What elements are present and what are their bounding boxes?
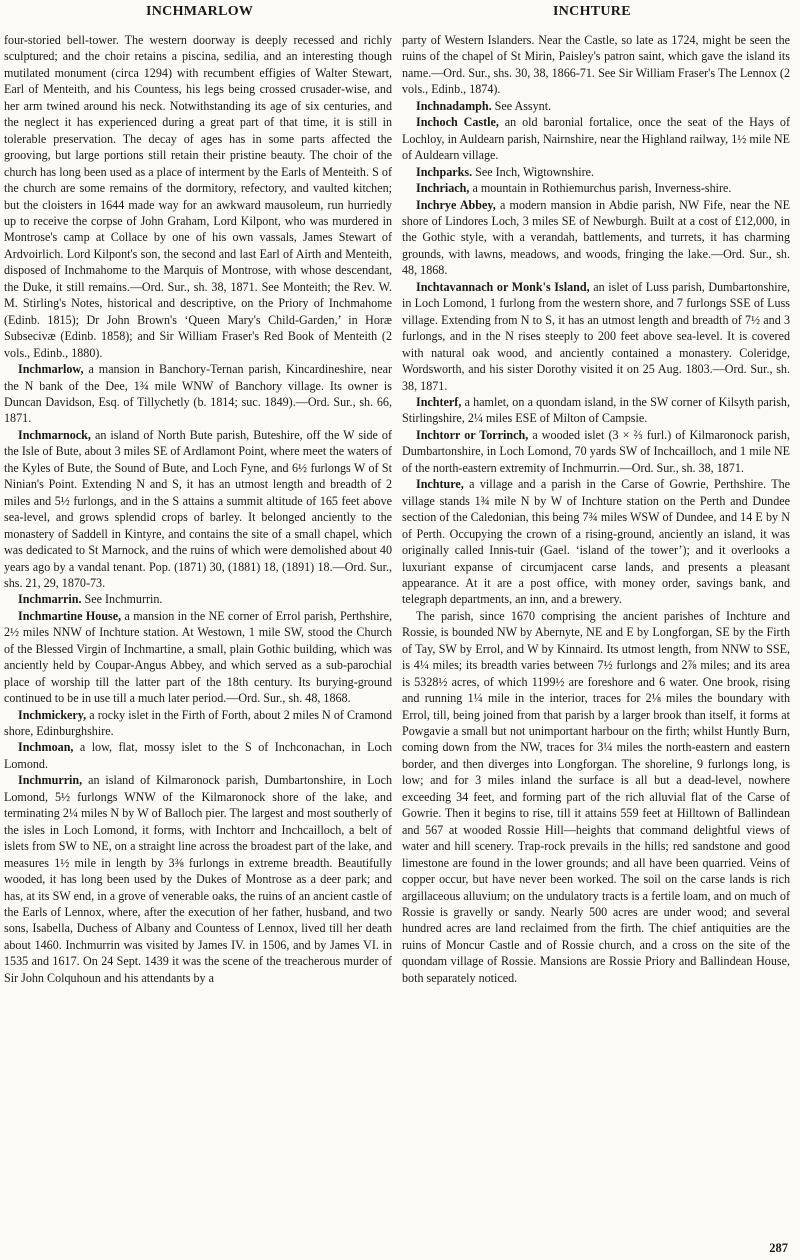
entry-headword: Inchmarlow,: [18, 362, 84, 377]
entry-text: a mansion in the NE corner of Errol parish, Perthshire, 2½ miles NNW of Inchture station. At Westown, 1 mile SW, stood the Church of the Blessed Virgin of Inchmartine, a small, plain Gothic building, which was anciently held by Coupar-Angus Abbey, and which served as a sub-parochial place of worship till the latter part of the 18th century. Its burying-ground continued to be in use till a much later period.—Ord. Sur., sh. 48, 1868.: [4, 608, 392, 706]
entry-continuation: [402, 32, 790, 98]
entry-text: an island of Kilmaronock parish, Dumbartonshire, in Loch Lomond, 5½ furlongs WNW of the Kilmaronock shore of the lake, and terminating 2¼ miles N by W of Balloch pier. The largest and most southerly of the isles in Loch Lomond, it forms, with Inchtorr and Inchcailloch, a belt of islets from SW to NE, on a straight line across the broadest part of the lake, and measures 1½ mile in length by 3⅜ furlongs in extreme breadth. Beautifully wooded, it has long been used by the Dukes of Montrose as a deer park; and has, at its SW end, in a grove of venerable oaks, the ruins of an ancient castle of the Earls of Lennox, where, after the execution of her father, husband, and two sons, Isabella, Duchess of Albany and Countess of Lennox, lived till her death about 1460. Inchmurrin was visited by James IV. in 1506, and by James VI. in 1535 and 1617. On 24 Sept. 1439 it was the scene of the treacherous murder of Sir John Colquhoun and his attendants by a: [4, 773, 392, 985]
entry-headword: Inchmarnock,: [18, 427, 91, 442]
entry-text: The parish, since 1670 comprising the ancient parishes of Inchture and Rossie, is bounded NW by Abernyte, NE and E by Longforgan, SE by the Firth of Tay, SW by Errol, and W by Kinnaird. Its utmost length, from NNW to SSE, is 4¼ miles; its breadth varies between 7½ furlongs and 2⅞ miles; and its area is 5328½ acres, of which 1199½ are foreshore and 6 water. One brook, rising and running 1¼ mile in the interior, traces for 2⅛ miles the boundary with Errol, till, being joined from that parish by a larger brook than itself, it forms at Powgavie a small but not unimportant harbour on the firth; whilst Huntly Burn, coming down from the NW, traces for 3¼ miles the north-eastern and eastern border, and then diverges into Longforgan. The shoreline, 9 furlongs long, is low; and for 3 miles inland the surface is all but a dead-level, nowhere exceeding 34 feet, and forming part of the rich alluvial flat of the Carse of Gowrie. Then it begins to rise, till it attains 559 feet at Hilltown of Ballindean and 567 at wooded Rossie Hill—heights that command delightful views of water and hill scenery. Trap-rock prevails in the hills; red sandstone and good limestone are found in the lower grounds; and all have been quarried. Veins of copper occur, but have never been worked. The soil on the carse lands is rich argillaceous alluvium; on the undulatory tracts is a fertile loam, and on much of Rossie is gravelly or sandy. Nearly 500 acres are under wood; and several hundred acres are land reclaimed from the firth. The chief antiquities are the ruins of Moncur Castle and of Rossie church, and a cross on the site of the quondam village of Rossie. Mansions are Rossie Priory and Ballindean House, both separately noticed.: [402, 608, 790, 985]
entry-inchture-parish: [402, 608, 790, 986]
entry-text: See Inchmurrin.: [84, 592, 163, 607]
entry-text: a low, flat, mossy islet to the S of Inchconachan, in Loch Lomond.: [4, 740, 392, 771]
entry-text: See Inch, Wigtownshire.: [475, 164, 595, 179]
entry-headword: Inchrye Abbey,: [416, 197, 496, 212]
entry-text: a wooded islet (3 × ⅔ furl.) of Kilmaronock parish, Dumbartonshire, in Loch Lomond, 70 yards SW of Inchcailloch, and 1 mile NE of the north-eastern extremity of Inchmurrin.—Ord. Sur., sh. 38, 1871.: [402, 427, 790, 475]
entry-inchtorr: [402, 427, 790, 476]
entry-inchmoan: [4, 739, 392, 772]
entry-headword: Inchture,: [416, 477, 464, 492]
entry-inchmarnock: [4, 427, 392, 592]
running-head-right: INCHTURE: [553, 4, 631, 19]
entry-text: a mountain in Rothiemurchus parish, Inverness-shire.: [472, 181, 732, 196]
entry-headword: Inchmickery,: [18, 707, 87, 722]
entry-headword: Inchoch Castle,: [416, 115, 499, 130]
entry-headword: Inchmoan,: [18, 740, 74, 755]
entry-inchrye-abbey: [402, 197, 790, 279]
entry-text: an islet of Luss parish, Dumbartonshire, in Loch Lomond, 1 furlong from the western shore, and 7 furlongs SSE of Luss village. Extending from N to S, it has an utmost length and breadth of 7½ and 3 furlongs, and in the N rises steeply to 200 feet above sea-level. It is covered with natural oak wood, and anciently contained a monastery. Coleridge, Wordsworth, and his sister Dorothy visited it on 25 Aug. 1803.—Ord. Sur., sh. 38, 1871.: [402, 279, 790, 393]
entry-inchparks: [402, 164, 790, 180]
entry-inchmickery: [4, 707, 392, 740]
right-column: [402, 32, 790, 1242]
entry-inchmarrin: [4, 591, 392, 607]
running-header: [0, 4, 800, 28]
entry-text: a modern mansion in Abdie parish, NW Fife, near the NE shore of Lindores Loch, 3 miles SE of Newburgh. Built at a cost of £12,000, in the Gothic style, with a verandah, battlements, and turrets, it has charming grounds, with lawns, meadows, and woods, fringing the lake.—Ord. Sur., sh. 48, 1868.: [402, 197, 790, 278]
entry-text: four-storied bell-tower. The western doorway is deeply recessed and richly sculptured; and the choir retains a piscina, sedilia, and an interesting though mutilated monument (circa 1294) with recumbent effigies of Walter Stewart, Earl of Menteith, and his Countess, his legs being crossed crusader-wise, and her arm twined around his neck. Notwithstanding its age of six centuries, and the neglect it has experienced during a great part of that time, it is still in tolerable preservation. The decay of ages has in some parts affected the grooving, but large portions still retain their pristine beauty. The choir of the church has long been used as a place of interment by the Earls of Menteith. S of the church are some remains of the dormitory, refectory, and vaulted kitchen; but the cloisters in 1644 made way for an awkward mausoleum, run hurriedly up to receive the corpse of John Graham, Lord Kilpont, who was murdered in Montrose's camp at Collace by one of his own vassals, James Stewart of Ardvoirlich. Lord Kilpont's son, the second and last Earl of Airth and Menteith, disposed of Inchmahome to the Marquis of Montrose, with whose descendant, the Duke, it still remains.—Ord. Sur., sh. 38, 1871. See Monteith; the Rev. W. M. Stirling's Notes, historical and descriptive, on the Priory of Inchmahome (Edinb. 1815); Dr John Brown's ‘Queen Mary's Child-Garden,’ in Horæ Subsecivæ (Edinb. 1858); and Sir William Fraser's Red Book of Menteith (2 vols., Edinb., 1880).: [4, 33, 392, 360]
entry-headword: Inchtavannach or Monk's Island,: [416, 279, 590, 294]
entry-text: an old baronial fortalice, once the seat of the Hays of Lochloy, in Auldearn parish, Nairnshire, near the Highland railway, 1½ mile NE of Auldearn village.: [402, 115, 790, 163]
entry-inchmarlow: [4, 361, 392, 427]
entry-inchriach: [402, 180, 790, 196]
entry-headword: Inchparks.: [416, 164, 473, 179]
entry-headword: Inchmartine House,: [18, 608, 122, 623]
entry-inchoch-castle: [402, 114, 790, 163]
entry-headword: Inchmarrin.: [18, 592, 82, 607]
entry-text: an island of North Bute parish, Buteshire, off the W side of the Isle of Bute, about 3 miles SE of Ardlamont Point, where meet the waters of the Kyles of Bute, the Sound of Bute, and Loch Fyne, and 6½ furlongs W of St Ninian's Point. Extending N and S, it has an utmost length and breadth of 2 miles and 5½ furlongs, and in the S attains a summit altitude of 165 feet above sea-level, and grows splendid crops of barley. It belonged anciently to the monastery of Saddell in Kintyre, and contains the site of a small chapel, which was dedicated to St Marnock, and the ruins of which were demolished about 40 years ago by a vandal tenant. Pop. (1871) 30, (1881) 18, (1891) 18.—Ord. Sur., shs. 21, 29, 1870-73.: [4, 427, 392, 590]
entry-headword: Inchnadamph.: [416, 98, 492, 113]
entry-inchterf: [402, 394, 790, 427]
entry-continuation: [4, 32, 392, 361]
entry-text: See Assynt.: [494, 98, 552, 113]
entry-headword: Inchmurrin,: [18, 773, 83, 788]
entry-text: a hamlet, on a quondam island, in the SW corner of Kilsyth parish, Stirlingshire, 2¼ miles ESE of Milton of Campsie.: [402, 394, 790, 426]
entry-inchtavannach: [402, 279, 790, 394]
left-column: [4, 32, 392, 1242]
running-head-left: INCHMARLOW: [146, 4, 254, 19]
entry-inchmurrin: [4, 772, 392, 986]
entry-inchmartine-house: [4, 608, 392, 707]
entry-headword: Inchtorr or Torrinch,: [416, 427, 529, 442]
entry-text: a village and a parish in the Carse of Gowrie, Perthshire. The village stands 1¾ mile N by W of Inchture station on the Perth and Dundee section of the Caledonian, this being 7¾ miles WSW of Dundee, and 14 E by N of Perth. Occupying the crown of a rising-ground, anciently an island, it was originally called Innis-tuir (Gael. ‘island of the tower’); and it overlooks a luxuriant expanse of circumjacent carse lands, and presents a pleasant appearance. At it are a post office, with money order, savings bank, and telegraph departments, an inn, and a brewery.: [402, 477, 790, 607]
entry-text: party of Western Islanders. Near the Castle, so late as 1724, might be seen the ruins of the chapel of St Mirin, Paisley's patron saint, which gave the island its name.—Ord. Sur., shs. 30, 38, 1866-71. See Sir William Fraser's The Lennox (2 vols., Edinb., 1874).: [402, 33, 790, 97]
entry-inchture: [402, 476, 790, 608]
entry-text: a mansion in Banchory-Ternan parish, Kincardineshire, near the N bank of the Dee, 1¾ mile WNW of Banchory village. Its owner is Duncan Davidson, Esq. of Tillychetly (b. 1814; suc. 1849).—Ord. Sur., sh. 66, 1871.: [4, 362, 392, 426]
entry-text: a rocky islet in the Firth of Forth, about 2 miles N of Cramond shore, Edinburghshire.: [4, 707, 392, 739]
entry-headword: Inchriach,: [416, 181, 470, 196]
entry-headword: Inchterf,: [416, 394, 462, 409]
page-number: 287: [769, 1241, 788, 1255]
entry-inchnadamph: [402, 98, 790, 114]
